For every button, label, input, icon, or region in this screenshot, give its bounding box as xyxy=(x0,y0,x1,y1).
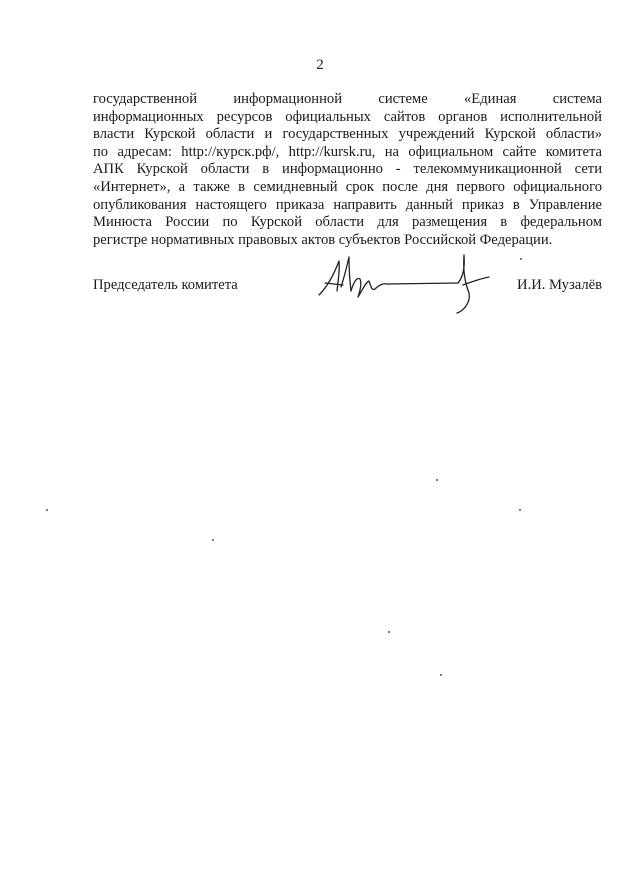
body-line: информационных ресурсов официальных сайтов органов исполнительной xyxy=(93,108,602,125)
body-line: «Интернет», а также в семидневный срок после дня первого официального xyxy=(93,178,602,195)
scan-speck xyxy=(212,539,214,541)
handwritten-signature xyxy=(313,247,503,327)
body-line: регистре нормативных правовых актов субъектов Российской Федерации. xyxy=(93,231,553,248)
scan-speck xyxy=(440,674,442,676)
signature-block xyxy=(93,277,602,317)
scan-speck xyxy=(520,258,522,260)
body-paragraph xyxy=(93,91,602,249)
scan-speck xyxy=(46,509,48,511)
body-line: по адресам: http://курск.рф/, http://kursk.ru, на официальном сайте комитета xyxy=(93,143,602,160)
body-line: государственной информационной системе «Единая система xyxy=(93,91,602,107)
scan-speck xyxy=(519,509,521,511)
body-line: власти Курской области и государственных учреждений Курской области» xyxy=(93,126,602,143)
page-number: 2 xyxy=(316,57,324,73)
scan-speck xyxy=(388,631,390,633)
body-line: Минюста России по Курской области для размещения в федеральном xyxy=(93,214,602,231)
body-line: АПК Курской области в информационно - телекоммуникационной сети xyxy=(93,161,602,178)
scan-speck xyxy=(436,479,438,481)
body-line: опубликования настоящего приказа направить данный приказ в Управление xyxy=(93,196,602,213)
signatory-name: И.И. Музалёв xyxy=(517,277,602,293)
signatory-position: Председатель комитета xyxy=(93,277,238,293)
